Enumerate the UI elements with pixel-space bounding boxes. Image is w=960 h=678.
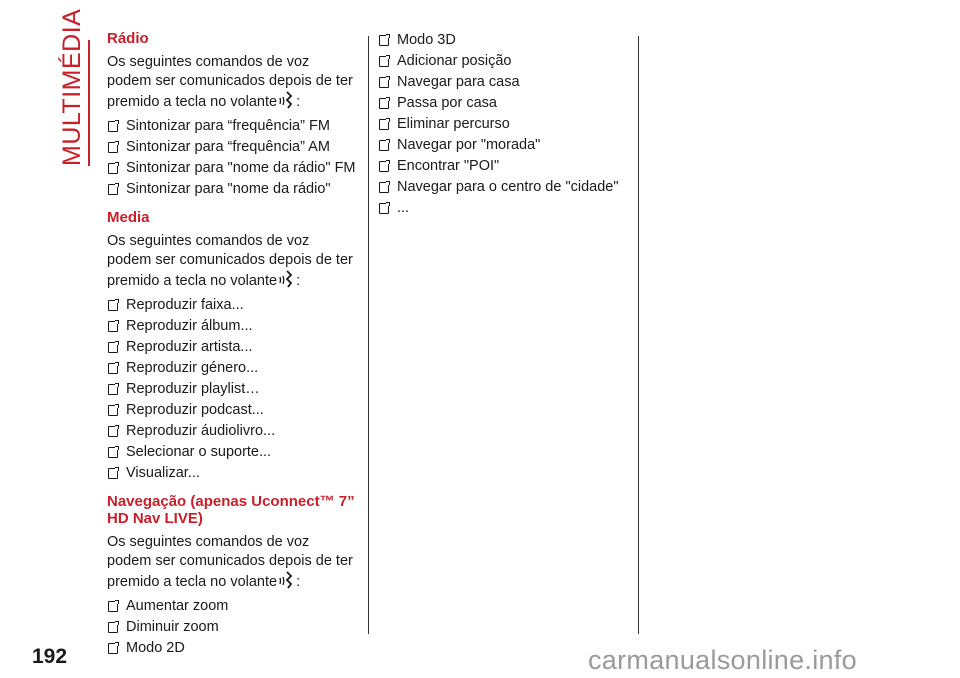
list-item: Diminuir zoom <box>107 618 357 639</box>
media-intro-suffix: : <box>296 273 301 289</box>
voice-command-icon <box>278 571 294 589</box>
list-item: Sintonizar para “frequência” FM <box>107 117 357 138</box>
voice-command-icon <box>278 270 294 288</box>
page-number: 192 <box>32 645 68 668</box>
list-item: Navegar para casa <box>378 73 628 94</box>
checkbox-bullet-icon <box>108 468 118 479</box>
media-intro-text: Os seguintes comandos de voz podem ser comunicados depois de ter premido a tecla no volante <box>107 233 353 289</box>
section-tab <box>54 8 90 166</box>
list-item: Encontrar "POI" <box>378 157 628 178</box>
radio-intro <box>107 53 357 112</box>
navigation-heading-line1: Navegação (apenas Uconnect™ 7” <box>107 493 355 510</box>
list-item: Adicionar posição <box>378 52 628 73</box>
list-item: Passa por casa <box>378 94 628 115</box>
checkbox-bullet-icon <box>108 601 118 612</box>
navigation-heading-line2: HD Nav LIVE) <box>107 510 203 527</box>
checkbox-bullet-icon <box>108 121 118 132</box>
radio-intro-suffix: : <box>296 94 301 110</box>
navigation-heading <box>107 493 357 527</box>
navigation-intro-text: Os seguintes comandos de voz podem ser comunicados depois de ter premido a tecla no volante <box>107 534 353 590</box>
list-item: Eliminar percurso <box>378 115 628 136</box>
checkbox-bullet-icon <box>108 384 118 395</box>
checkbox-bullet-icon <box>108 622 118 633</box>
list-item: Sintonizar para "nome da rádio" <box>107 180 357 201</box>
checkbox-bullet-icon <box>108 184 118 195</box>
checkbox-bullet-icon <box>108 363 118 374</box>
list-item: Reproduzir faixa... <box>107 296 357 317</box>
list-item: Reproduzir playlist… <box>107 380 357 401</box>
list-item: Reproduzir álbum... <box>107 317 357 338</box>
checkbox-bullet-icon <box>379 203 389 214</box>
checkbox-bullet-icon <box>108 342 118 353</box>
list-item: Navegar para o centro de "cidade" <box>378 178 628 199</box>
media-heading: Media <box>107 209 150 226</box>
list-item: Reproduzir áudiolivro... <box>107 422 357 443</box>
checkbox-bullet-icon <box>108 405 118 416</box>
column-divider-2 <box>638 36 639 634</box>
list-item: ... <box>378 199 628 220</box>
list-item: Visualizar... <box>107 464 357 485</box>
checkbox-bullet-icon <box>108 426 118 437</box>
navigation-intro <box>107 533 357 592</box>
column-2 <box>378 31 628 220</box>
list-item: Reproduzir podcast... <box>107 401 357 422</box>
checkbox-bullet-icon <box>108 643 118 654</box>
navigation-list <box>107 597 357 660</box>
list-item: Modo 2D <box>107 639 357 660</box>
radio-intro-text: Os seguintes comandos de voz podem ser comunicados depois de ter premido a tecla no volante <box>107 54 353 110</box>
checkbox-bullet-icon <box>379 35 389 46</box>
checkbox-bullet-icon <box>379 98 389 109</box>
navigation-intro-suffix: : <box>296 574 301 590</box>
checkbox-bullet-icon <box>379 56 389 67</box>
checkbox-bullet-icon <box>379 182 389 193</box>
checkbox-bullet-icon <box>379 77 389 88</box>
list-item: Selecionar o suporte... <box>107 443 357 464</box>
list-item: Reproduzir artista... <box>107 338 357 359</box>
column-1 <box>107 30 357 660</box>
checkbox-bullet-icon <box>108 142 118 153</box>
checkbox-bullet-icon <box>108 447 118 458</box>
column-divider-1 <box>368 36 369 634</box>
section-tab-bar <box>88 40 90 166</box>
list-item: Sintonizar para “frequência” AM <box>107 138 357 159</box>
section-tab-label: MULTIMÉDIA <box>58 8 86 166</box>
list-item: Modo 3D <box>378 31 628 52</box>
checkbox-bullet-icon <box>108 163 118 174</box>
watermark: carmanualsonline.info <box>588 645 857 675</box>
checkbox-bullet-icon <box>108 321 118 332</box>
checkbox-bullet-icon <box>379 140 389 151</box>
radio-list <box>107 117 357 201</box>
list-item: Navegar por "morada" <box>378 136 628 157</box>
voice-command-icon <box>278 91 294 109</box>
checkbox-bullet-icon <box>379 119 389 130</box>
radio-heading: Rádio <box>107 30 149 47</box>
media-list <box>107 296 357 485</box>
checkbox-bullet-icon <box>108 300 118 311</box>
media-intro <box>107 232 357 291</box>
checkbox-bullet-icon <box>379 161 389 172</box>
list-item: Reproduzir género... <box>107 359 357 380</box>
list-item: Sintonizar para "nome da rádio" FM <box>107 159 357 180</box>
list-item: Aumentar zoom <box>107 597 357 618</box>
